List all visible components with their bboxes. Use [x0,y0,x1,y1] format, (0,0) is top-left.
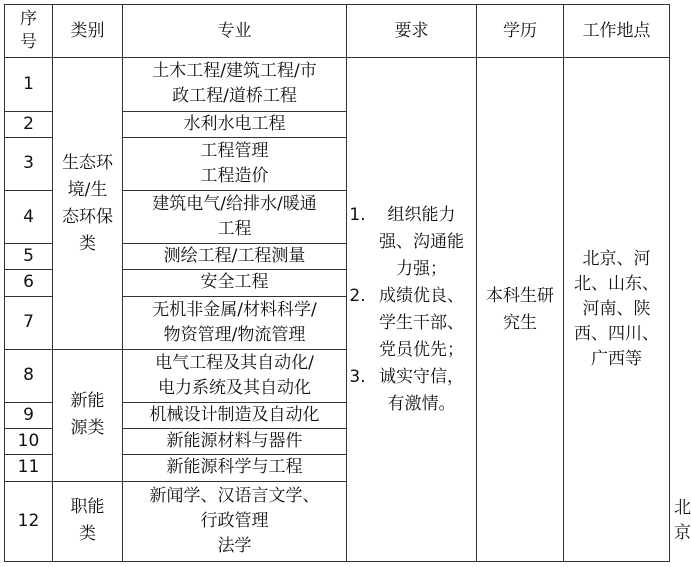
major-cell [123,403,347,429]
worksite-main: 北京、河北、山东、河南、陕西、四川、广西等 [564,58,670,562]
recruitment-table [4,4,691,562]
major-cell [123,429,347,455]
major-cell [123,244,347,270]
major-line: 政工程/道桥工程 [172,86,297,107]
major-cell [123,190,347,243]
row-index: 6 [5,270,53,296]
requirements-list [351,202,472,418]
major-line: 安全工程 [200,272,269,293]
major-cell [123,137,347,190]
major-line: 物资管理/物流管理 [163,324,306,345]
row-index: 8 [5,349,53,402]
requirement-item: 3. 诚实守信，有激情。 [371,364,472,418]
major-line: 工程 [217,219,252,240]
major-line: 新能源材料与器件 [166,431,303,452]
header-worksite: 工作地点 [564,5,670,58]
major-line: 水利水电工程 [183,113,286,134]
header-requirements: 要求 [347,5,477,58]
header-category: 类别 [53,5,123,58]
requirement-item: 2. 成绩优良、学生干部、党员优先； [371,283,472,364]
major-cell [123,270,347,296]
major-cell [123,349,347,402]
header-row [5,5,670,58]
major-line: 建筑电气/给排水/暖通 [152,194,317,215]
major-cell [123,481,347,561]
category-eco [53,58,123,350]
row-index: 1 [5,58,53,111]
major-line: 电力系统及其自动化 [158,377,311,398]
row-index: 9 [5,403,53,429]
major-cell [123,455,347,481]
row-index: 7 [5,296,53,349]
category-functional-text: 职能类 [70,497,105,545]
major-cell [123,111,347,137]
row-index: 11 [5,455,53,481]
major-line: 行政管理 [200,510,269,531]
major-line: 法学 [217,535,252,556]
row-index: 2 [5,111,53,137]
row-index: 12 [5,481,53,561]
major-line: 无机非金属/材料科学/ [152,299,317,320]
row-index: 5 [5,244,53,270]
major-cell [123,296,347,349]
category-energy-text: 新能源类 [70,391,105,439]
table-row: 12 职能类 新闻学、汉语言文学、 行政管理 法学 北京 [5,481,670,561]
category-functional [53,481,123,561]
major-line: 机械设计制造及自动化 [149,405,320,426]
major-line: 工程造价 [200,165,269,186]
major-line: 新能源科学与工程 [166,457,303,478]
category-eco-text: 生态环境/生态环保类 [62,152,113,254]
table-row [5,58,670,111]
major-line: 土木工程/建筑工程/市 [152,61,317,82]
header-major: 专业 [123,5,347,58]
row-index: 3 [5,137,53,190]
row-index: 4 [5,190,53,243]
row-index: 10 [5,429,53,455]
requirement-item: 1. 组织能力强、沟通能力强； [371,202,472,283]
header-index-text: 序号 [20,8,37,52]
header-index [5,5,53,58]
degree-text: 本科生研究生 [486,285,554,333]
major-line: 测绘工程/工程测量 [163,246,306,267]
major-cell [123,58,347,111]
header-degree: 学历 [477,5,564,58]
requirements-cell [347,58,477,562]
major-line: 电气工程及其自动化/ [155,352,314,373]
major-line: 工程管理 [200,140,269,161]
category-energy [53,349,123,481]
degree-cell [477,58,564,562]
major-line: 新闻学、汉语言文学、 [149,485,320,506]
